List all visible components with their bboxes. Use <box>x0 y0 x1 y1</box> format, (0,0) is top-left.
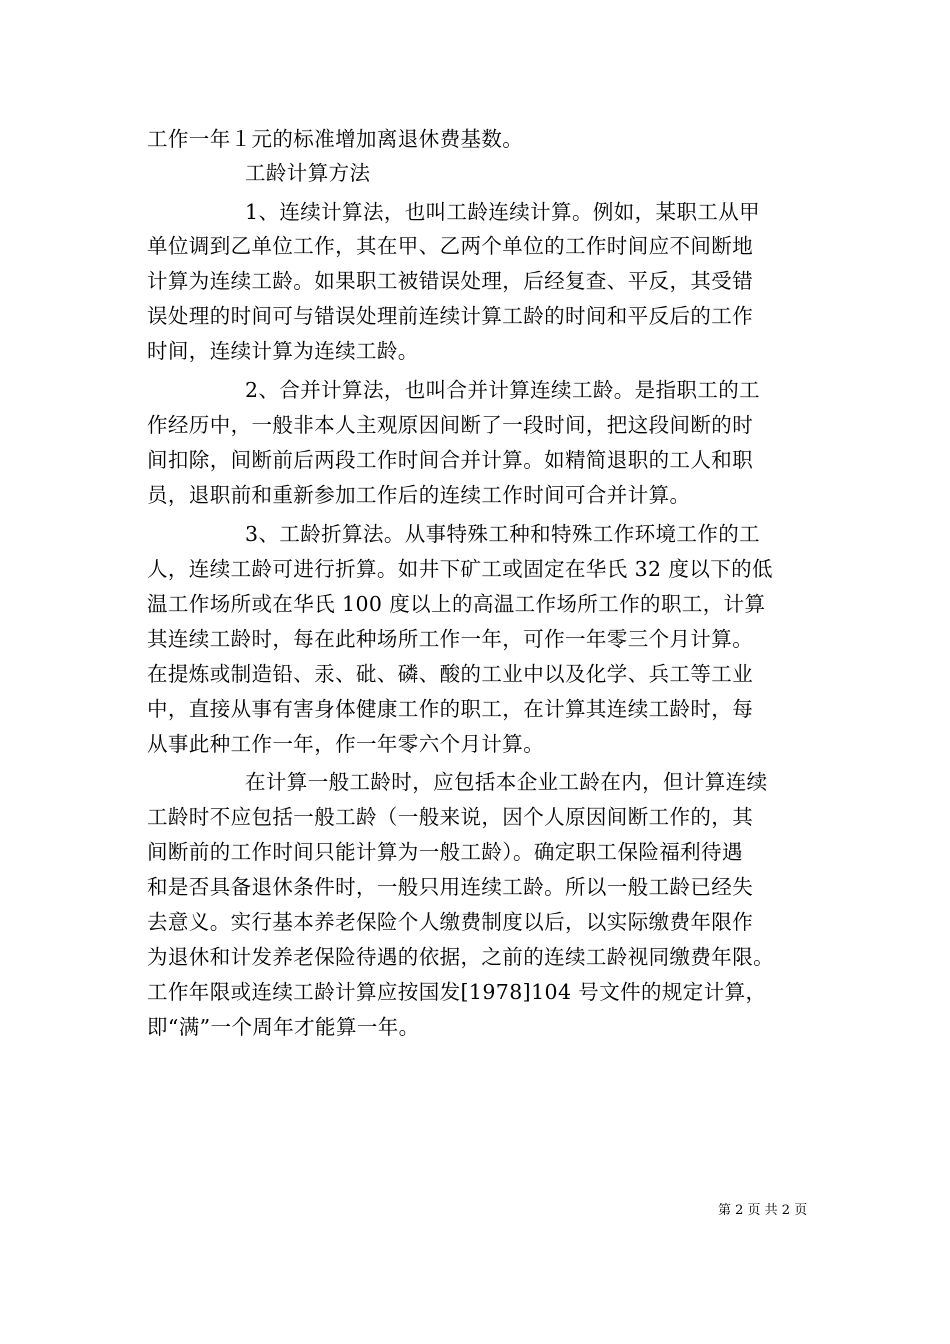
text-line: 计算为连续工龄。如果职工被错误处理，后经复查、平反，其受错 <box>147 269 754 293</box>
page-number: 第 2 页 共 2 页 <box>718 1203 808 1218</box>
text-line: 人，连续工龄可进行折算。如井下矿工或固定在华氏 32 度以下的低 <box>147 557 773 581</box>
text-line: 为退休和计发养老保险待遇的依据，之前的连续工龄视同缴费年限。 <box>147 945 774 969</box>
text-line: 工作年限或连续工龄计算应按国发[1978]104 号文件的规定计算， <box>147 980 767 1004</box>
text-line: 作经历中，一般非本人主观原因间断了一段时间，把这段间断的时 <box>147 413 754 437</box>
text-line: 工龄时不应包括一般工龄（一般来说，因个人原因间断工作的，其 <box>147 805 754 829</box>
text-line: 3、工龄折算法。从事特殊工种和特殊工作环境工作的工 <box>245 522 761 546</box>
text-line: 和是否具备退休条件时，一般只用连续工龄。所以一般工龄已经失 <box>147 875 754 899</box>
text-line: 单位调到乙单位工作，其在甲、乙两个单位的工作时间应不间断地 <box>147 234 754 258</box>
text-line: 员，退职前和重新参加工作后的连续工作时间可合并计算。 <box>147 483 691 507</box>
text-line: 去意义。实行基本养老保险个人缴费制度以后，以实际缴费年限作 <box>147 910 754 934</box>
text-line: 从事此种工作一年，作一年零六个月计算。 <box>147 732 545 756</box>
text-line: 在提炼或制造铅、汞、砒、磷、酸的工业中以及化学、兵工等工业 <box>147 662 754 686</box>
text-line: 间断前的工作时间只能计算为一般工龄）。确定职工保险福利待遇 <box>147 840 743 864</box>
text-line: 其连续工龄时，每在此种场所工作一年，可作一年零三个月计算。 <box>147 627 754 651</box>
text-line: 在计算一般工龄时，应包括本企业工龄在内，但计算连续 <box>245 770 768 794</box>
text-line: 中，直接从事有害身体健康工作的职工，在计算其连续工龄时，每 <box>147 697 754 721</box>
text-line: 工作一年１元的标准增加离退休费基数。 <box>147 127 524 151</box>
text-line: 时间，连续计算为连续工龄。 <box>147 339 419 363</box>
text-line: 2、合并计算法，也叫合并计算连续工龄。是指职工的工 <box>245 378 761 402</box>
text-line: 间扣除，间断前后两段工作时间合并计算。如精简退职的工人和职 <box>147 448 754 472</box>
text-line: 1、连续计算法，也叫工龄连续计算。例如，某职工从甲 <box>245 200 761 224</box>
text-line: 温工作场所或在华氏 100 度以上的高温工作场所工作的职工，计算 <box>147 592 766 616</box>
text-line: 即“满”一个周年才能算一年。 <box>147 1015 420 1039</box>
section-heading: 工龄计算方法 <box>245 161 371 185</box>
text-line: 误处理的时间可与错误处理前连续计算工龄的时间和平反后的工作 <box>147 304 754 328</box>
